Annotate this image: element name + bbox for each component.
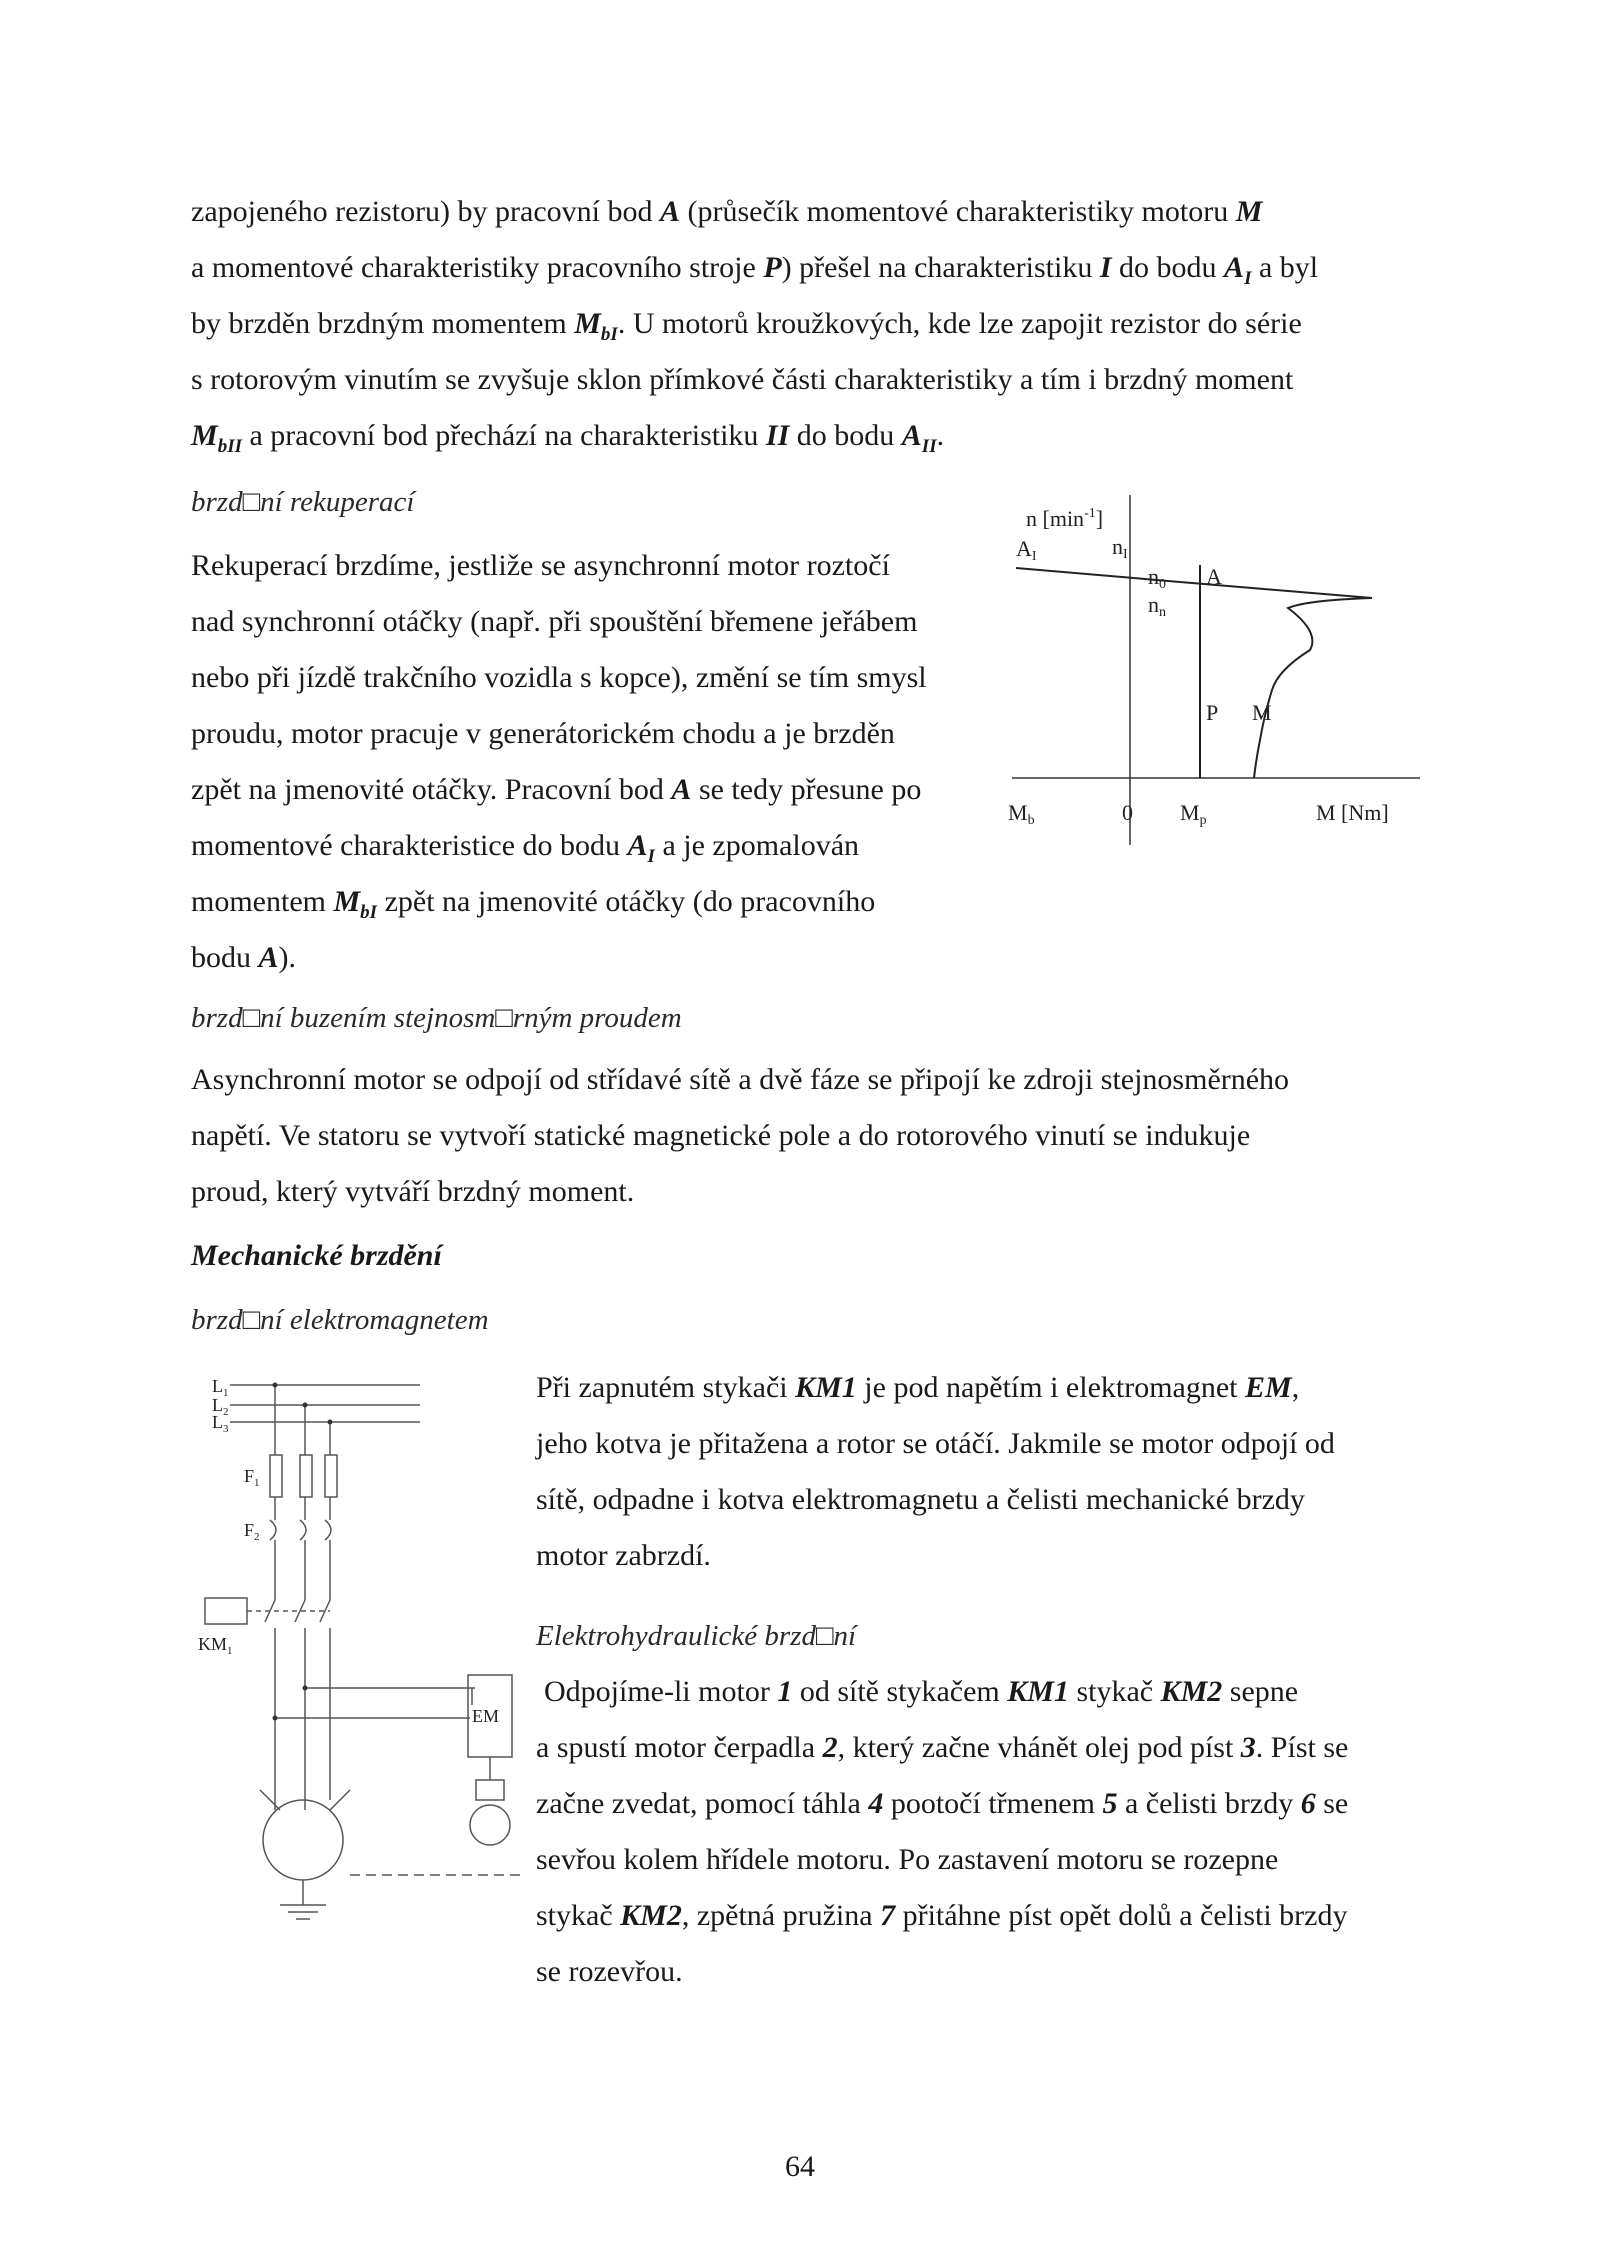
heading-mechanical-braking: Mechanické brzdění	[191, 1239, 442, 1272]
recuperation-line-1: Rekuperací brzdíme, jestliže se asynchronní motor roztočí	[191, 549, 890, 582]
recuperation-line-8: bodu A).	[191, 941, 297, 974]
label-M-b: Mb	[1008, 800, 1035, 828]
hydraulic-line-5: stykač KM2, zpětná pružina 7 přitáhne píst opět dolů a čelisti brzdy	[536, 1899, 1348, 1932]
recuperation-line-3: nebo při jízdě trakčního vozidla s kopce), změní se tím smysl	[191, 661, 927, 694]
recuperation-line-7: momentem $M_{bI}$ zpět na jmenovité otáčky (do pracovního	[191, 885, 876, 923]
em-line-3: sítě, odpadne i kotva elektromagnetu a čelisti mechanické brzdy	[536, 1483, 1305, 1516]
heading-dc-braking: brzd□ní buzením stejnosm□rným proudem	[191, 1002, 682, 1034]
heading-electromagnet-braking: brzd□ní elektromagnetem	[191, 1304, 489, 1336]
dc-line-2: napětí. Ve statoru se vytvoří statické magnetické pole a do rotorového vinutí se indukuje	[191, 1119, 1251, 1152]
label-n-n: nn	[1148, 592, 1166, 620]
hydraulic-line-4: sevřou kolem hřídele motoru. Po zastavení motoru se rozepne	[536, 1843, 1279, 1876]
recuperation-line-2: nad synchronní otáčky (např. při spouštění břemene jeřábem	[191, 605, 918, 638]
intro-line-4: s rotorovým vinutím se zvyšuje sklon přímkové části charakteristiky a tím i brzdný moment	[191, 363, 1294, 396]
motor-torque-curve	[1252, 588, 1372, 778]
label-L2: $L_2$	[212, 1395, 229, 1418]
dc-line-1: Asynchronní motor se odpojí od střídavé sítě a dvě fáze se připojí ke zdroji stejnosměrného	[191, 1063, 1290, 1096]
label-P: P	[1206, 700, 1219, 725]
recuperation-line-6: momentové charakteristice do bodu $A_I$ a je zpomalován	[191, 829, 860, 867]
intro-line-5: $M_{bII}$ a pracovní bod přechází na charakteristiku II do bodu $A_{II}$.	[191, 419, 945, 457]
em-line-1: Při zapnutém stykači KM1 je pod napětím i elektromagnet EM,	[536, 1371, 1300, 1404]
label-L1: $L_1$	[212, 1376, 229, 1399]
hydraulic-line-2: a spustí motor čerpadla 2, který začne vhánět olej pod píst 3. Píst se	[536, 1731, 1349, 1764]
intro-line-2: a momentové charakteristiky pracovního stroje P) přešel na charakteristiku I do bodu $A_I$ a byl	[191, 251, 1319, 289]
label-L3: $L_3$	[212, 1412, 229, 1435]
em-line-4: motor zabrzdí.	[536, 1539, 711, 1572]
recuperation-line-5: zpět na jmenovité otáčky. Pracovní bod A se tedy přesune po	[191, 773, 922, 806]
torque-speed-graph	[990, 490, 1430, 860]
recuperation-line-4: proudu, motor pracuje v generátorickém chodu a je brzděn	[191, 717, 895, 750]
label-n-0: n0	[1148, 564, 1166, 592]
label-A-I: AI	[1016, 536, 1037, 564]
x-axis-label: M [Nm]	[1316, 800, 1389, 825]
label-M: M	[1252, 700, 1272, 725]
braking-circuit-diagram	[190, 1370, 550, 1950]
page-number: 64	[785, 2150, 815, 2183]
intro-line-3: by brzděn brzdným momentem $M_{bI}$. U motorů kroužkových, kde lze zapojit rezistor do série	[191, 307, 1302, 345]
label-F1: $F_1$	[244, 1466, 260, 1489]
label-n-I: nI	[1112, 534, 1128, 562]
hydraulic-line-3: začne zvedat, pomocí táhla 4 pootočí třmenem 5 a čelisti brzdy 6 se	[536, 1787, 1349, 1820]
heading-electrohydraulic-braking: Elektrohydraulické brzd□ní	[536, 1620, 857, 1652]
label-point-A: A	[1206, 564, 1222, 589]
label-KM1: $KM_1$	[198, 1634, 233, 1657]
label-EM: EM	[472, 1706, 499, 1726]
em-line-2: jeho kotva je přitažena a rotor se otáčí. Jakmile se motor odpojí od	[536, 1427, 1335, 1460]
heading-recuperation: brzd□ní rekuperací	[191, 486, 415, 518]
dc-line-3: proud, který vytváří brzdný moment.	[191, 1175, 635, 1208]
hydraulic-line-6: se rozevřou.	[536, 1955, 683, 1988]
hydraulic-line-1: Odpojíme-li motor 1 od sítě stykačem KM1 stykač KM2 sepne	[544, 1675, 1299, 1708]
intro-line-1: zapojeného rezistoru) by pracovní bod A (průsečík momentové charakteristiky motoru M	[191, 195, 1263, 228]
label-M-p: Mp	[1180, 800, 1207, 828]
label-zero: 0	[1122, 800, 1133, 825]
label-F2: $F_2$	[244, 1520, 260, 1543]
y-axis-label: n $[\min^{-1}]$	[1026, 506, 1104, 531]
